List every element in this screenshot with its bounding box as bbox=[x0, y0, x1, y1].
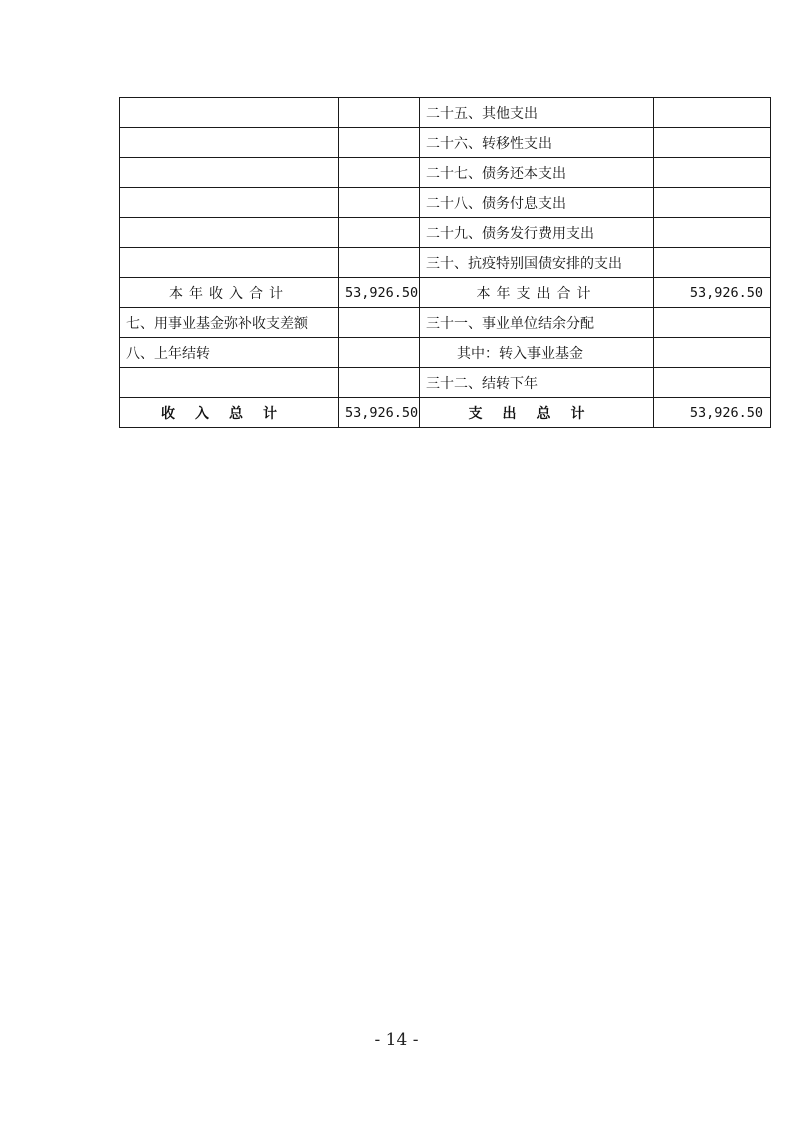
expense-value-cell bbox=[654, 248, 771, 278]
annual-expense-total-value: 53,926.50 bbox=[654, 278, 771, 308]
expense-label-cell: 其中：转入事业基金 bbox=[420, 338, 654, 368]
income-label-cell bbox=[120, 128, 339, 158]
table-row bbox=[120, 338, 771, 368]
table-row bbox=[120, 188, 771, 218]
expense-label-cell: 三十二、结转下年 bbox=[420, 368, 654, 398]
annual-income-total-label: 本年收入合计 bbox=[120, 278, 339, 308]
income-label-cell: 七、用事业基金弥补收支差额 bbox=[120, 308, 339, 338]
expense-label-cell: 二十五、其他支出 bbox=[420, 98, 654, 128]
grand-income-total-label: 收入总计 bbox=[120, 398, 339, 428]
income-value-cell bbox=[339, 338, 420, 368]
expense-value-cell bbox=[654, 338, 771, 368]
expense-label-cell: 二十九、债务发行费用支出 bbox=[420, 218, 654, 248]
table-row bbox=[120, 308, 771, 338]
income-value-cell bbox=[339, 128, 420, 158]
table-row bbox=[120, 128, 771, 158]
income-value-cell bbox=[339, 308, 420, 338]
income-value-cell bbox=[339, 368, 420, 398]
expense-label-cell: 二十七、债务还本支出 bbox=[420, 158, 654, 188]
table-row bbox=[120, 158, 771, 188]
income-label-cell bbox=[120, 368, 339, 398]
expense-label-cell: 三十、抗疫特别国债安排的支出 bbox=[420, 248, 654, 278]
expense-value-cell bbox=[654, 188, 771, 218]
expense-label-cell: 三十一、事业单位结余分配 bbox=[420, 308, 654, 338]
expense-value-cell bbox=[654, 128, 771, 158]
annual-expense-total-label: 本年支出合计 bbox=[420, 278, 654, 308]
grand-expense-total-label: 支出总计 bbox=[420, 398, 654, 428]
grand-income-total-value: 53,926.50 bbox=[339, 398, 420, 428]
table-row bbox=[120, 218, 771, 248]
table-row bbox=[120, 248, 771, 278]
table-row-annual-total bbox=[120, 278, 771, 308]
budget-table-container bbox=[119, 97, 770, 428]
table-row bbox=[120, 368, 771, 398]
expense-value-cell bbox=[654, 158, 771, 188]
expense-value-cell bbox=[654, 98, 771, 128]
income-value-cell bbox=[339, 248, 420, 278]
income-label-cell bbox=[120, 248, 339, 278]
expense-value-cell bbox=[654, 368, 771, 398]
income-value-cell bbox=[339, 158, 420, 188]
table-row bbox=[120, 98, 771, 128]
expense-label-cell: 二十六、转移性支出 bbox=[420, 128, 654, 158]
income-label-cell: 八、上年结转 bbox=[120, 338, 339, 368]
expense-value-cell bbox=[654, 218, 771, 248]
income-value-cell bbox=[339, 218, 420, 248]
expense-label-cell: 二十八、债务付息支出 bbox=[420, 188, 654, 218]
budget-table bbox=[119, 97, 771, 428]
page-number: - 14 - bbox=[374, 1030, 419, 1050]
expense-value-cell bbox=[654, 308, 771, 338]
table-row-grand-total bbox=[120, 398, 771, 428]
annual-income-total-value: 53,926.50 bbox=[339, 278, 420, 308]
income-label-cell bbox=[120, 188, 339, 218]
income-label-cell bbox=[120, 158, 339, 188]
income-label-cell bbox=[120, 218, 339, 248]
income-value-cell bbox=[339, 98, 420, 128]
grand-expense-total-value: 53,926.50 bbox=[654, 398, 771, 428]
income-label-cell bbox=[120, 98, 339, 128]
income-value-cell bbox=[339, 188, 420, 218]
